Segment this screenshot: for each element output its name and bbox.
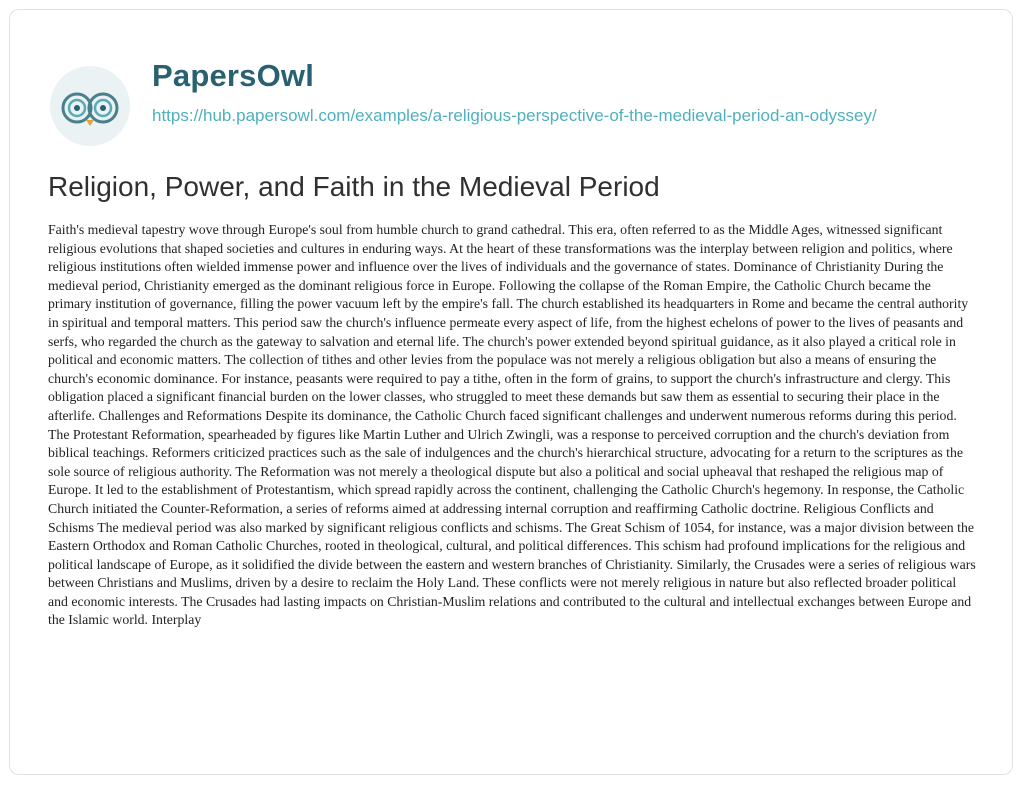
owl-eyes-logo-icon xyxy=(48,64,132,148)
page-title: Religion, Power, and Faith in the Medieval Period xyxy=(48,171,660,202)
essay-body-text: Faith's medieval tapestry wove through Europe's soul from humble church to grand cathedral. This era, often referred to as the Middle Ages, witnessed significant religious evolutions that shaped societies and cultures in enduring ways. At the heart of these transformations was the interplay between religion and politics, where religious institutions often wielded immense power and influence over the lives of individuals and the governance of states. Dominance of Christianity During the medieval period, Christianity emerged as the dominant religious force in Europe. Following the collapse of the Roman Empire, the Catholic Church became the primary institution of governance, filling the power vacuum left by the empire's fall. The church established its headquarters in Rome and became the central authority in spiritual and temporal matters. This period saw the church's influence permeate every aspect of life, from the highest echelons of power to the lives of peasants and serfs, who regarded the church as the gateway to salvation and eternal life. The church's power extended beyond spiritual guidance, as it also played a critical role in political and economic matters. The collection of tithes and other levies from the populace was not merely a religious obligation but also a means of ensuring the church's economic dominance. For instance, peasants were required to pay a tithe, often in the form of grains, to support the church's infrastructure and clergy. This obligation placed a significant financial burden on the lower classes, who struggled to meet these demands but saw them as essential to securing their place in the afterlife. Challenges and Reformations Despite its dominance, the Catholic Church faced significant challenges and underwent numerous reforms during this period. The Protestant Reformation, spearheaded by figures like Martin Luther and Ulrich Zwingli, was a response to perceived corruption and the church's deviation from biblical teachings. Reformers criticized practices such as the sale of indulgences and the church's hierarchical structure, advocating for a return to the scriptures as the sole source of religious authority. The Reformation was not merely a theological dispute but also a political and social upheaval that reshaped the religious map of Europe. It led to the establishment of Protestantism, which spread rapidly across the continent, challenging the Catholic Church's hegemony. In response, the Catholic Church initiated the Counter-Reformation, a series of reforms aimed at addressing internal corruption and reaffirming Catholic doctrine. Religious Conflicts and Schisms The medieval period was also marked by significant religious conflicts and schisms. The Great Schism of 1054, for instance, was a major division between the Eastern Orthodox and Roman Catholic Churches, rooted in theological, cultural, and political differences. This schism had profound implications for the religious and political landscape of Europe, as it solidified the divide between the eastern and western branches of Christianity. Similarly, the Crusades were a series of religious wars between Christians and Muslims, driven by a desire to reclaim the Holy Land. These conflicts were not merely religious in nature but also reflected broader political and economic interests. The Crusades had lasting impacts on Christian-Muslim relations and contributed to the cultural and intellectual exchanges between Europe and the Islamic world. Interplay xyxy=(48,222,976,628)
source-url-link[interactable]: https://hub.papersowl.com/examples/a-religious-perspective-of-the-medieval-period-an-odyssey/ xyxy=(152,106,877,125)
header xyxy=(48,58,988,158)
brand-name: PapersOwl xyxy=(152,58,315,93)
